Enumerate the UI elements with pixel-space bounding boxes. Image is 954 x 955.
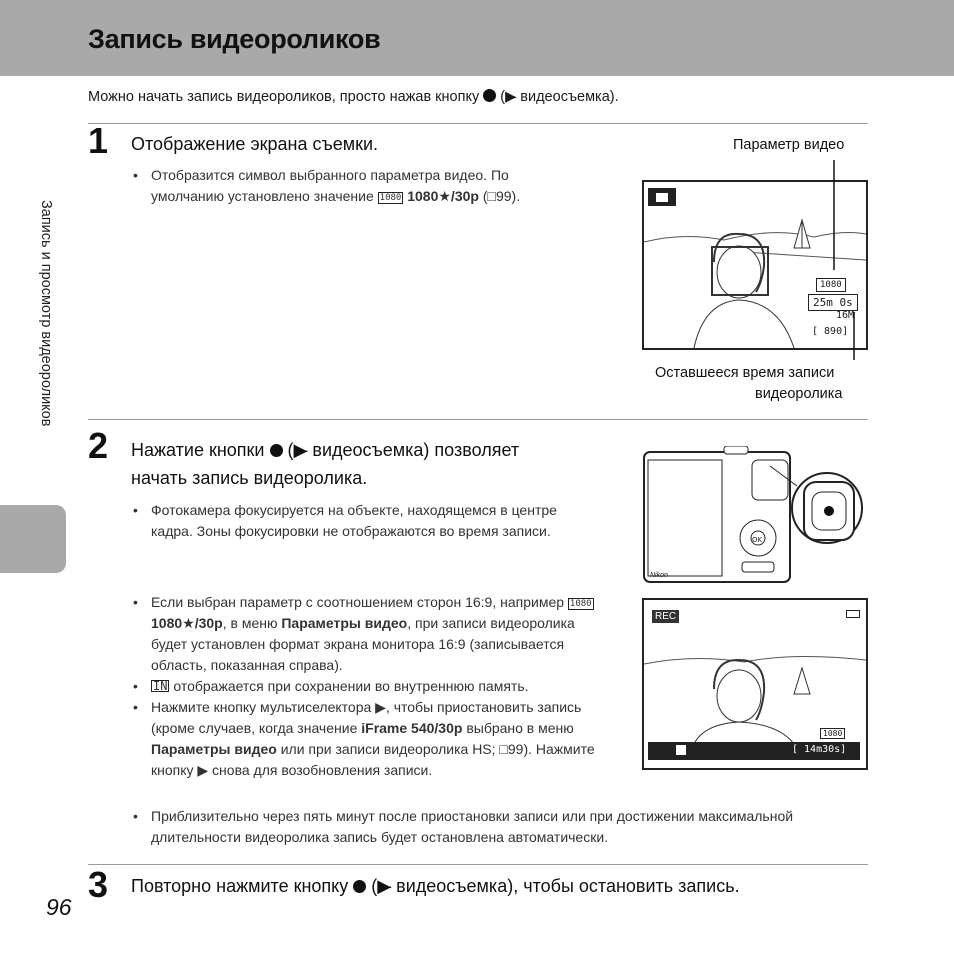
- callout-time-line2: видеоролика: [755, 386, 843, 402]
- list-item: [131, 592, 601, 676]
- movie-camera-icon: ▶̶: [505, 89, 517, 105]
- step-number-3: 3: [88, 864, 109, 905]
- intro-text-before: Можно начать запись видеороликов, просто нажав кнопку: [88, 89, 480, 105]
- divider: [88, 864, 868, 865]
- page-title: Запись видеороликов: [88, 24, 381, 54]
- record-button-icon: [270, 444, 283, 457]
- step-3-paren: (: [371, 876, 378, 896]
- list-item: • Фотокамера фокусируется на объекте, находящемся в центре кадра. Зоны фокусировки не отображаются во время записи.: [131, 500, 601, 542]
- bullet-bold: Параметры видео: [281, 615, 408, 631]
- callout-time-line1: Оставшееся время записи: [655, 365, 835, 381]
- step-1-bullets: [131, 165, 581, 207]
- exposures-remaining: [ 890]: [812, 326, 849, 337]
- video-option-icon: 1080: [569, 599, 592, 609]
- step-number-2: 2: [88, 425, 109, 466]
- bullet-text: отображается при сохранении во внутреннюю память.: [173, 678, 529, 694]
- step-2-heading-line2: начать запись видеоролика.: [131, 468, 368, 488]
- record-button-icon: [483, 89, 496, 102]
- step-2-bullets-more: [131, 592, 601, 781]
- pause-icon: [676, 745, 686, 755]
- remaining-time: 25m 0s: [808, 294, 858, 311]
- list-item: [131, 697, 601, 781]
- bullet-text: выбрано в меню: [466, 720, 574, 736]
- bullet-text: Если выбран параметр с соотношением сторон 16:9, например: [151, 594, 565, 610]
- bullet-text: Нажмите кнопку мультиселектора ▶, чтобы приостановить запись (кроме случаев, когда значение: [151, 699, 582, 736]
- divider: [88, 123, 868, 124]
- list-item: [131, 165, 581, 207]
- page-number: 96: [46, 894, 72, 920]
- step-2-heading-rest: видеосъемка) позволяет: [312, 440, 520, 460]
- movie-camera-icon: ▶̶: [377, 876, 392, 896]
- video-option-indicator: 1080: [816, 278, 846, 292]
- step-number-1: 1: [88, 120, 109, 161]
- intro-paren: (: [500, 89, 506, 105]
- bullet-text: Отобразится символ выбранного параметра видео. По умолчанию установлено значение: [151, 167, 509, 204]
- camera-brand: Nikon: [650, 572, 668, 579]
- step-2-bullets-last: [131, 806, 871, 848]
- step-2-heading-line1: [131, 437, 519, 464]
- camera-screen-recording: [642, 598, 868, 770]
- step-2-bullets: [131, 500, 601, 542]
- step-2-paren: (: [287, 440, 294, 460]
- movie-camera-icon: ▶̶: [293, 440, 308, 460]
- camera-back-illustration: [642, 446, 864, 586]
- bullet-text: , в меню: [222, 615, 278, 631]
- bullet-text: , при записи видеоролика будет установлен формат экрана монитора 16:9 (записывается область, показанная справа).: [151, 615, 575, 673]
- bullet-bold: iFrame 540/30p: [361, 720, 463, 736]
- intro-icon-label: видеосъемка).: [520, 89, 619, 105]
- record-button-icon: [353, 880, 366, 893]
- internal-memory-icon: IN: [153, 679, 168, 693]
- battery-icon: [846, 610, 860, 618]
- remaining-time: [ 14m30s]: [792, 744, 847, 755]
- divider: [88, 419, 868, 420]
- image-size: 16M: [836, 310, 855, 321]
- callout-video-option: Параметр видео: [733, 137, 845, 153]
- step-2-heading-text: Нажатие кнопки: [131, 440, 265, 460]
- video-option-icon: 1080: [379, 193, 402, 203]
- step-1-heading: Отображение экрана съемки.: [131, 134, 379, 154]
- section-label: Запись и просмотр видеороликов: [38, 200, 54, 427]
- rec-indicator: REC: [652, 610, 679, 623]
- list-item: [131, 676, 601, 697]
- step-3-heading: [131, 873, 740, 900]
- callout-lines: [642, 150, 872, 370]
- list-item: • Приблизительно через пять минут после приостановки записи или при достижении максимальной длительности видеоролика запись будет остановлена автоматически.: [131, 806, 871, 848]
- step-3-heading-text: Повторно нажмите кнопку: [131, 876, 349, 896]
- bullet-text: или при записи видеоролика HS; □99). Нажмите кнопку ▶ снова для возобновления записи.: [151, 741, 595, 778]
- section-tab: [0, 505, 66, 573]
- bullet-bold: 1080★/30p: [151, 615, 223, 631]
- bullet-ref: (□99).: [482, 188, 521, 204]
- step-3-heading-rest: видеосъемка), чтобы остановить запись.: [396, 876, 740, 896]
- bullet-value: 1080★/30p: [407, 188, 479, 204]
- bullet-bold: Параметры видео: [151, 741, 277, 757]
- video-option-indicator: 1080: [820, 728, 845, 739]
- svg-text:OK: OK: [752, 536, 763, 544]
- intro-text: [88, 89, 928, 105]
